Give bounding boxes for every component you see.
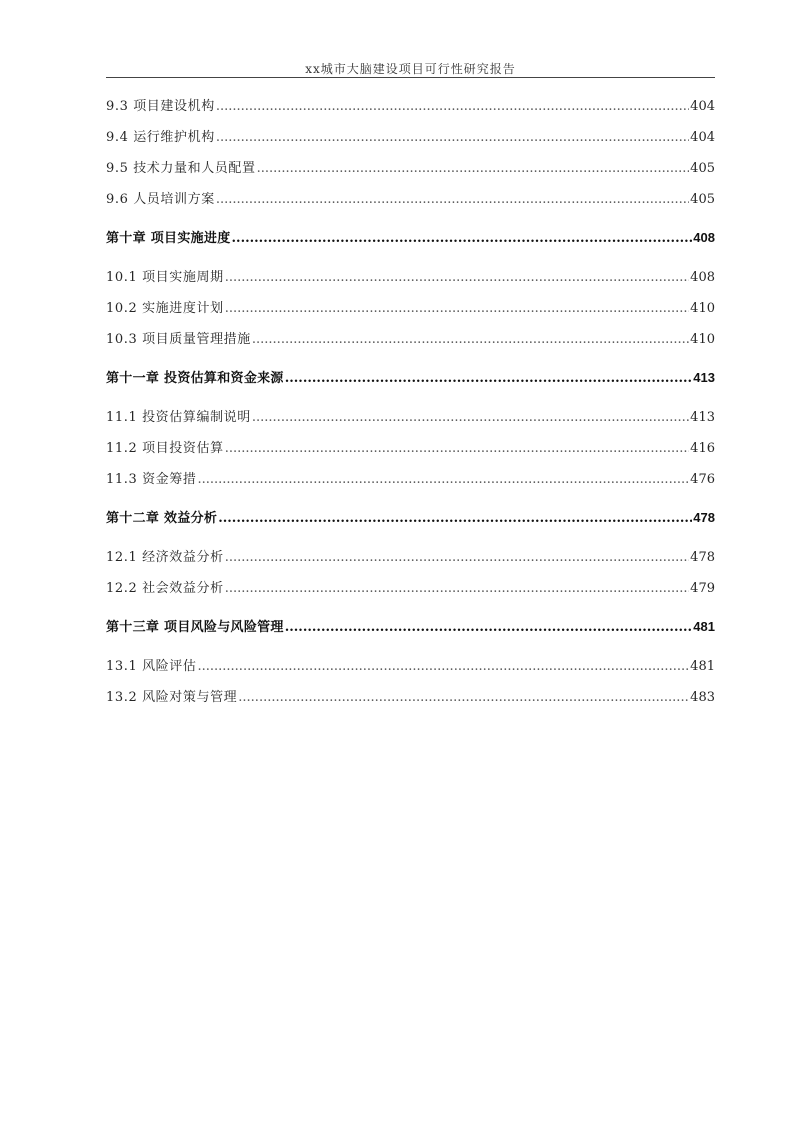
toc-entry-9-6[interactable] xyxy=(106,188,715,207)
toc-entry-title: 11.3 资金筹措 xyxy=(106,472,197,487)
toc-entry-title: 11.2 项目投资估算 xyxy=(106,441,224,456)
toc-entry-9-5[interactable] xyxy=(106,157,715,176)
toc-dot-leader xyxy=(225,270,689,285)
toc-page-number: 404 xyxy=(690,130,715,145)
toc-chapter-11[interactable] xyxy=(106,367,715,386)
toc-entry-title: 12.1 经济效益分析 xyxy=(106,550,224,565)
toc-page-number: 410 xyxy=(690,332,715,347)
toc-chapter-13[interactable] xyxy=(106,616,715,635)
toc-entry-title: 13.2 风险对策与管理 xyxy=(106,690,238,705)
header-rule xyxy=(106,77,715,78)
toc-entry-10-1[interactable] xyxy=(106,266,715,285)
toc-page-number: 410 xyxy=(690,301,715,316)
toc-dot-leader xyxy=(197,472,689,487)
toc-dot-leader xyxy=(232,231,693,246)
toc-page-number: 404 xyxy=(690,99,715,114)
toc-entry-title: 12.2 社会效益分析 xyxy=(106,581,224,596)
toc-entry-9-4[interactable] xyxy=(106,126,715,145)
toc-page-number: 481 xyxy=(690,659,715,674)
toc-chapter-title: 第十三章 项目风险与风险管理 xyxy=(106,620,284,635)
toc-dot-leader xyxy=(216,130,689,145)
running-header: xx城市大脑建设项目可行性研究报告 xyxy=(305,62,516,76)
toc-entry-11-1[interactable] xyxy=(106,406,715,425)
toc-entry-13-2[interactable] xyxy=(106,686,715,705)
toc-dot-leader xyxy=(218,511,692,526)
toc-entry-title: 9.4 运行维护机构 xyxy=(106,130,215,145)
toc-page-number: 413 xyxy=(690,410,715,425)
toc-entry-title: 11.1 投资估算编制说明 xyxy=(106,410,251,425)
toc-chapter-title: 第十章 项目实施进度 xyxy=(106,231,231,246)
toc-chapter-title: 第十二章 效益分析 xyxy=(106,511,218,526)
toc-page-number: 413 xyxy=(693,370,715,385)
toc-page-number: 479 xyxy=(690,581,715,596)
toc-entry-title: 10.3 项目质量管理措施 xyxy=(106,332,251,347)
toc-entry-13-1[interactable] xyxy=(106,655,715,674)
toc-dot-leader xyxy=(225,441,689,456)
toc-page-number: 478 xyxy=(690,550,715,565)
toc-entry-title: 9.6 人员培训方案 xyxy=(106,192,215,207)
toc-dot-leader xyxy=(285,620,693,635)
toc-dot-leader xyxy=(252,410,689,425)
toc-entry-title: 10.1 项目实施周期 xyxy=(106,270,224,285)
toc-entry-10-2[interactable] xyxy=(106,297,715,316)
toc-chapter-12[interactable] xyxy=(106,507,715,526)
toc-entry-12-2[interactable] xyxy=(106,577,715,596)
toc-entry-title: 9.5 技术力量和人员配置 xyxy=(106,161,256,176)
toc-page-number: 405 xyxy=(690,192,715,207)
toc-dot-leader xyxy=(238,690,689,705)
toc-dot-leader xyxy=(225,550,689,565)
toc-dot-leader xyxy=(252,332,689,347)
toc-page-number: 481 xyxy=(693,619,715,634)
toc-chapter-10[interactable] xyxy=(106,227,715,246)
toc-dot-leader xyxy=(197,659,689,674)
toc-entry-11-3[interactable] xyxy=(106,468,715,487)
toc-dot-leader xyxy=(216,99,689,114)
toc-entry-title: 13.1 风险评估 xyxy=(106,659,197,674)
toc-page-number: 408 xyxy=(693,230,715,245)
toc-dot-leader xyxy=(285,371,693,386)
toc-page-number: 405 xyxy=(690,161,715,176)
toc-page-number: 478 xyxy=(693,510,715,525)
toc-page-number: 476 xyxy=(690,472,715,487)
toc-dot-leader xyxy=(216,192,689,207)
toc-entry-11-2[interactable] xyxy=(106,437,715,456)
toc-chapter-title: 第十一章 投资估算和资金来源 xyxy=(106,371,284,386)
toc-dot-leader xyxy=(225,581,689,596)
toc-entry-10-3[interactable] xyxy=(106,328,715,347)
toc-entry-12-1[interactable] xyxy=(106,546,715,565)
toc-entry-title: 10.2 实施进度计划 xyxy=(106,301,224,316)
toc-dot-leader xyxy=(225,301,689,316)
toc-page-number: 483 xyxy=(690,690,715,705)
toc-entry-9-3[interactable] xyxy=(106,95,715,114)
toc-dot-leader xyxy=(257,161,690,176)
toc-page-number: 408 xyxy=(690,270,715,285)
toc-entry-title: 9.3 项目建设机构 xyxy=(106,99,215,114)
toc-page-number: 416 xyxy=(690,441,715,456)
